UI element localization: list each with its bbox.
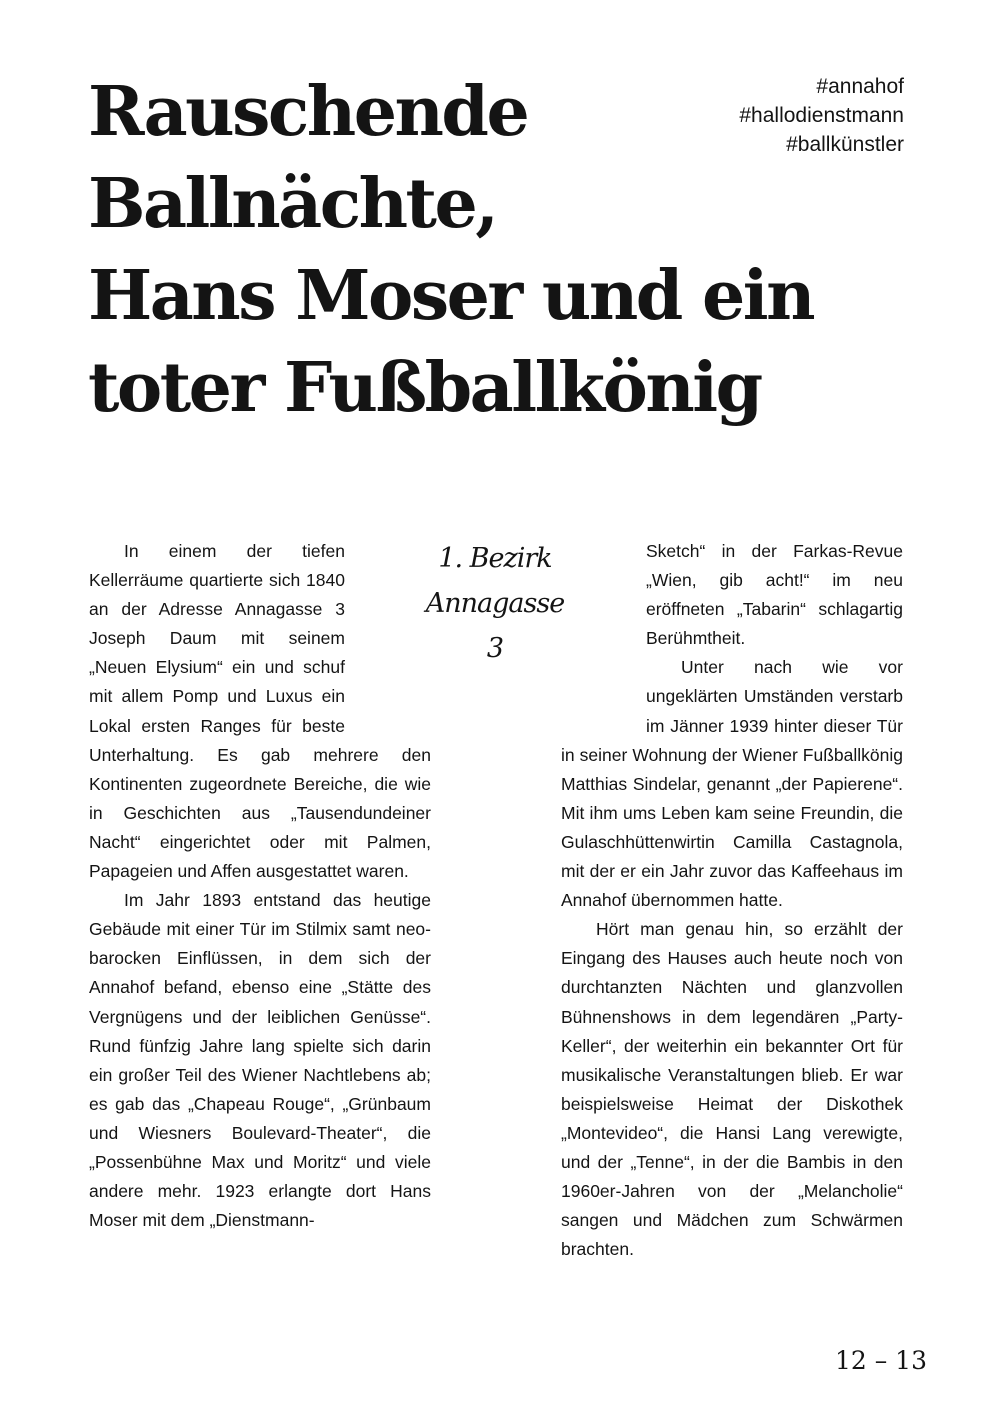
hashtag: #annahof [816,75,904,98]
paragraph: In einem der tiefen Kellerräume quartierte sich 1840 an der Adresse Annagasse 3 Joseph Daum mit seinem „Neuen Elysium“ ein und schuf mit allem Pomp und Luxus ein Lokal ersten Ranges für beste Unterhaltung. Es gab mehrere den Kontinenten zugeordnete Bereiche, die wie in Geschichten aus „Tausendundeiner Nacht“ eingerichtet oder mit Palmen, Papageien und Affen ausgestattet waren. [89,541,431,882]
paragraph: Unter nach wie vor ungeklärten Umständen verstarb im Jänner 1939 hinter dieser Tür in seiner Wohnung der Wiener Fußballkönig Matthias Sindelar, genannt „der Papierene“. Mit ihm ums Leben kam seine Freundin, die Gulaschhüttenwirtin Camilla Castagnola, mit der er ein Jahr zuvor das Kaffeehaus im Annahof übernommen hatte. [561,657,903,911]
page-number: 12 – 13 [834,1346,927,1375]
house-number: 3 [486,633,504,664]
right-column [561,537,903,1264]
title-line: Ballnächte, [88,164,497,244]
title-line: Rauschende [88,72,528,152]
hashtag: #hallodienstmann [739,104,904,127]
left-column [89,537,431,1235]
location-label [410,536,580,671]
paragraph: Hört man genau hin, so erzählt der Eingang des Hauses auch heute noch von durchtanzten Nächten und glanzvollen Bühnenshows in dem legendären „Party-Keller“, der weiterhin ein bekannter Ort für musikalische Veranstaltungen blieb. Er war beispielsweise Heimat der Diskothek „Montevideo“, die Hansi Lang verewigte, und der „Tenne“, in der die Bambis in den 1960er-Jahren von der „Melancholie“ sangen und Mädchen zum Schwärmen brachten. [561,919,903,1260]
paragraph: Sketch“ in der Farkas-Revue „Wien, gib acht!“ im neu eröffneten „Tabarin“ schlagartig Berühmtheit. [646,541,903,649]
article-title [88,66,848,434]
district: 1. Bezirk [438,543,552,574]
title-line: toter Fußballkönig [88,348,761,428]
hashtag-list [739,72,904,159]
title-line: Hans Moser und ein [88,256,814,336]
street: Annagasse [425,588,565,619]
hashtag: #ballkünstler [786,133,904,156]
paragraph: Im Jahr 1893 entstand das heutige Gebäude mit einer Tür im Stilmix samt neo-barocken Einflüssen, in dem sich der Annahof befand, ebenso eine „Stätte des Vergnügens und der leiblichen Genüsse“. Rund fünfzig Jahre lang spielte sich darin ein großer Teil des Wiener Nachtlebens ab; es gab das „Chapeau Rouge“, „Grünbaum und Wiesners Boulevard-Theater“, die „Possenbühne Max und Moritz“ und viele andere mehr. 1923 erlangte dort Hans Moser mit dem „Dienstmann- [89,890,431,1231]
